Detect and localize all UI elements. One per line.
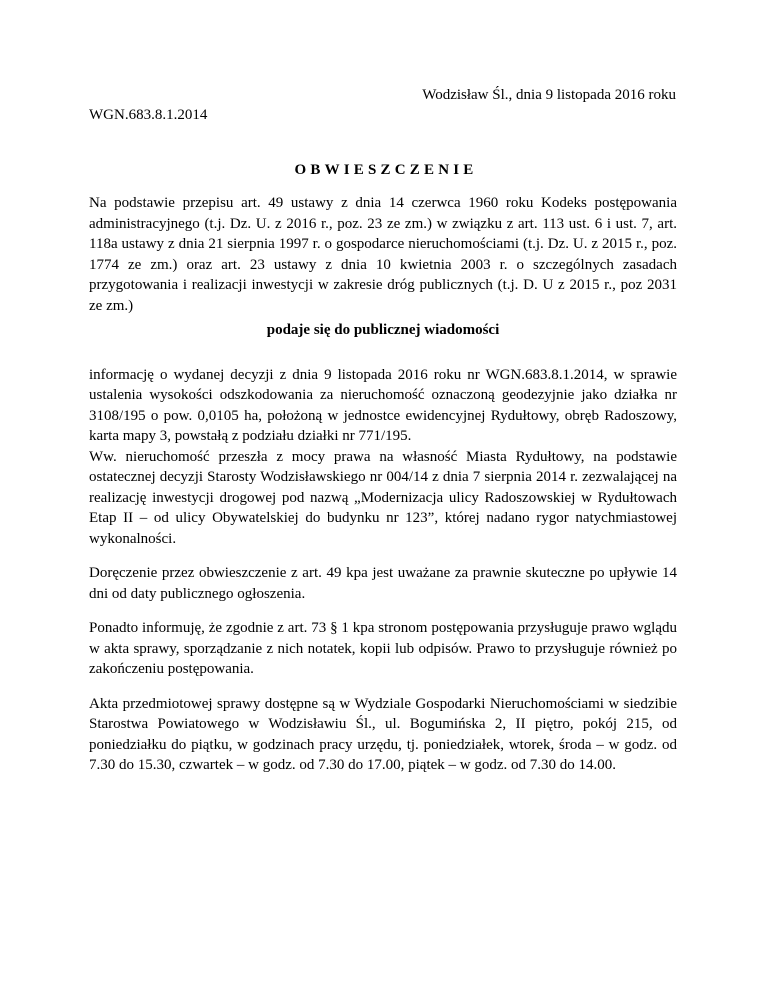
property-transfer-paragraph: Ww. nieruchomość przeszła z mocy prawa na własność Miasta Rydułtowy, na podstawie ostatecznej decyzji Starosty Wodzisławskiego nr 004/14 z dnia 7 sierpnia 2014 r. zezwalającej na realizację inwestycji drogowej pod nazwą „Modernizacja ulicy Radoszowskiej w Rydułtowach Etap II – od ulicy Obywatelskiej do budynku nr 123”, której nadano rygor natychmiastowej wykonalności. bbox=[89, 448, 677, 547]
announcement-heading: podaje się do publicznej wiadomości bbox=[266, 322, 500, 338]
document-body bbox=[89, 193, 677, 776]
delivery-paragraph: Doręczenie przez obwieszczenie z art. 49 kpa jest uważane za prawnie skuteczne po upływie 14 dni od daty publicznego ogłoszenia. bbox=[89, 565, 677, 602]
rights-paragraph: Ponadto informuję, że zgodnie z art. 73 § 1 kpa stronom postępowania przysługuje prawo wglądu w akta sprawy, sporządzanie z nich notatek, kopii lub odpisów. Prawo to przysługuje również po zakończeniu postępowania. bbox=[89, 620, 677, 677]
legal-basis-paragraph: Na podstawie przepisu art. 49 ustawy z dnia 14 czerwca 1960 roku Kodeks postępowania administracyjnego (t.j. Dz. U. z 2016 r., poz. 23 ze zm.) w związku z art. 113 ust. 6 i ust. 7, art. 118a ustawy z dnia 21 sierpnia 1997 r. o gospodarce nieruchomościami (t.j. Dz. U. z 2015 r., poz. 1774 ze zm.) oraz art. 23 ustawy z dnia 10 kwietnia 2003 r. o szczególnych zasadach przygotowania i realizacji inwestycji w zakresie dróg publicznych (t.j. D. U z 2015 r., poz 2031 ze zm.) bbox=[89, 195, 677, 314]
reference-number: WGN.683.8.1.2014 bbox=[89, 107, 208, 123]
document-title: OBWIESZCZENIE bbox=[294, 162, 478, 178]
files-access-paragraph: Akta przedmiotowej sprawy dostępne są w Wydziale Gospodarki Nieruchomościami w siedzibie Starostwa Powiatowego w Wodzisławiu Śl., ul. Bogumińska 2, II piętro, pokój 215, od poniedziałku do piątku, w godzinach pracy urzędu, tj. poniedziałek, wtorek, środa – w godz. od 7.30 do 15.30, czwartek – w godz. od 7.30 do 17.00, piątek – w godz. od 7.30 do 14.00. bbox=[89, 695, 677, 773]
place-and-date: Wodzisław Śl., dnia 9 listopada 2016 roku bbox=[422, 87, 676, 103]
decision-info-paragraph: informację o wydanej decyzji z dnia 9 listopada 2016 roku nr WGN.683.8.1.2014, w sprawie ustalenia wysokości odszkodowania za nieruchomość oznaczoną geodezyjnie jako działka nr 3108/195 o pow. 0,0105 ha, położoną w jednostce ewidencyjnej Rydułtowy, obręb Radoszowy, karta mapy 3, powstałą z podziału działki nr 771/195. bbox=[89, 366, 677, 444]
